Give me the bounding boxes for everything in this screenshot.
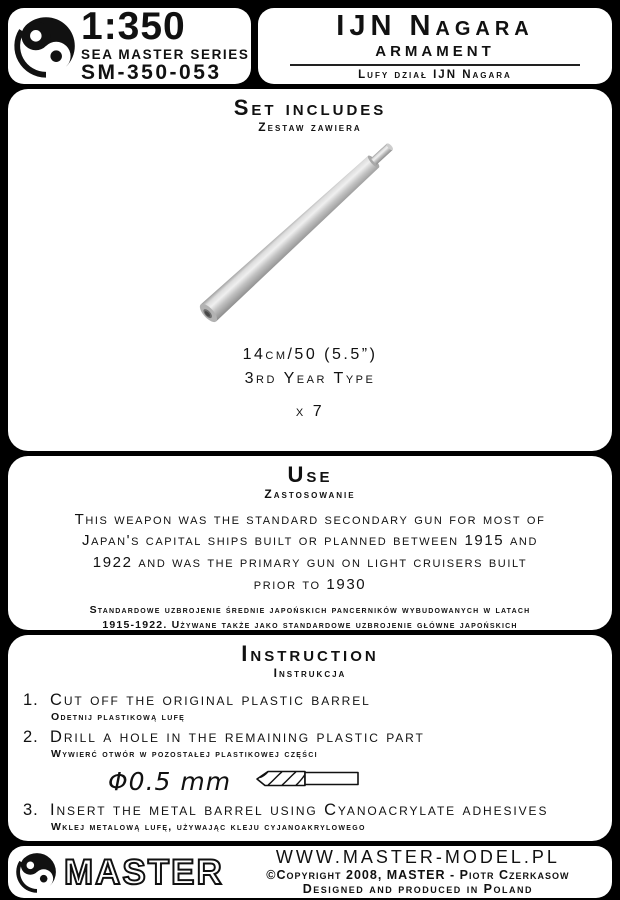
step-3-text-polish: Wklej metalową lufę, używając kleju cyjanoakrylowego xyxy=(51,820,366,833)
step-3-number: 3. xyxy=(23,800,39,819)
footer xyxy=(8,846,612,898)
product-subtitle-polish: Lufy dział IJN Nagara xyxy=(358,68,512,81)
instruction-step-1 xyxy=(18,691,602,723)
section-use xyxy=(8,456,612,630)
step-3-text-english: Insert the metal barrel using Cyanoacrylate adhesives xyxy=(50,800,549,819)
use-pl-line: Standardowe uzbrojenie średnie japońskich pancerników wybudowanych w latach xyxy=(89,603,531,616)
drill-diameter-label: Φ0.5 mm xyxy=(108,766,232,796)
step-3-english-row xyxy=(18,801,602,820)
drill-diagram-row xyxy=(108,767,602,796)
step-2-text-polish: Wywierć otwór w pozostałej plastikowej części xyxy=(51,747,318,760)
use-text-english xyxy=(8,509,612,596)
master-logo-swirl-icon xyxy=(16,851,58,893)
set-includes-title-polish: Zestaw zawiera xyxy=(258,120,362,135)
use-title-polish: Zastosowanie xyxy=(264,487,356,502)
gun-barrel-illustration xyxy=(8,135,612,343)
footer-info xyxy=(234,847,602,896)
drill-bit-icon xyxy=(253,767,363,796)
header xyxy=(8,4,612,85)
title-badge xyxy=(258,8,612,84)
website-url: WWW.MASTER-MODEL.PL xyxy=(275,847,560,868)
item-caption-line1: 14cm/50 (5.5”) xyxy=(242,345,378,363)
product-title: IJN Nagara xyxy=(336,10,534,43)
brand-badge xyxy=(8,4,251,85)
step-1-text-english: Cut off the original plastic barrel xyxy=(50,690,371,709)
step-1-english-row xyxy=(18,691,602,710)
step-2-number: 2. xyxy=(23,727,39,746)
instruction-title: Instruction xyxy=(241,641,379,666)
instruction-step-3 xyxy=(18,801,602,833)
series-label: SEA MASTER SERIES xyxy=(81,46,250,62)
use-pl-line: 1915-1922. Używane także jako standardowe uzbrojenie główne japońskich xyxy=(102,618,518,631)
brand-logotype: MASTER xyxy=(64,852,224,892)
product-code: SM-350-053 xyxy=(81,61,222,85)
use-en-line: Japan's capital ships built or planned between 1915 and xyxy=(81,532,539,550)
scale-label: 1:350 xyxy=(81,4,186,48)
use-en-line: This weapon was the standard secondary gun for most of xyxy=(74,510,546,528)
set-includes-title: Set includes xyxy=(233,95,387,120)
item-quantity: x 7 xyxy=(295,402,325,420)
use-en-line: prior to 1930 xyxy=(253,575,367,593)
instruction-steps xyxy=(18,691,602,833)
use-en-line: 1922 and was the primary gun on light cruisers built xyxy=(92,554,528,572)
title-divider xyxy=(290,64,580,66)
brand-badge-text xyxy=(81,4,250,85)
section-instruction xyxy=(8,635,612,841)
instruction-title-polish: Instrukcja xyxy=(273,666,347,681)
produced-line: Designed and produced in Poland xyxy=(302,882,534,897)
master-logo-swirl-icon xyxy=(14,14,78,78)
step-1-number: 1. xyxy=(23,690,39,709)
copyright-line: ©Copyright 2008, MASTER - Piotr Czerkasow xyxy=(266,867,570,882)
step-1-text-polish: Odetnij plastikową lufę xyxy=(51,710,186,723)
use-title: Use xyxy=(287,462,333,487)
step-2-english-row xyxy=(18,728,602,747)
item-caption-line2: 3rd Year Type xyxy=(244,369,376,387)
product-subtitle: ARMAMENT xyxy=(375,42,495,60)
step-2-text-english: Drill a hole in the remaining plastic part xyxy=(50,727,425,746)
section-set-includes xyxy=(8,89,612,451)
instruction-step-2 xyxy=(18,728,602,760)
